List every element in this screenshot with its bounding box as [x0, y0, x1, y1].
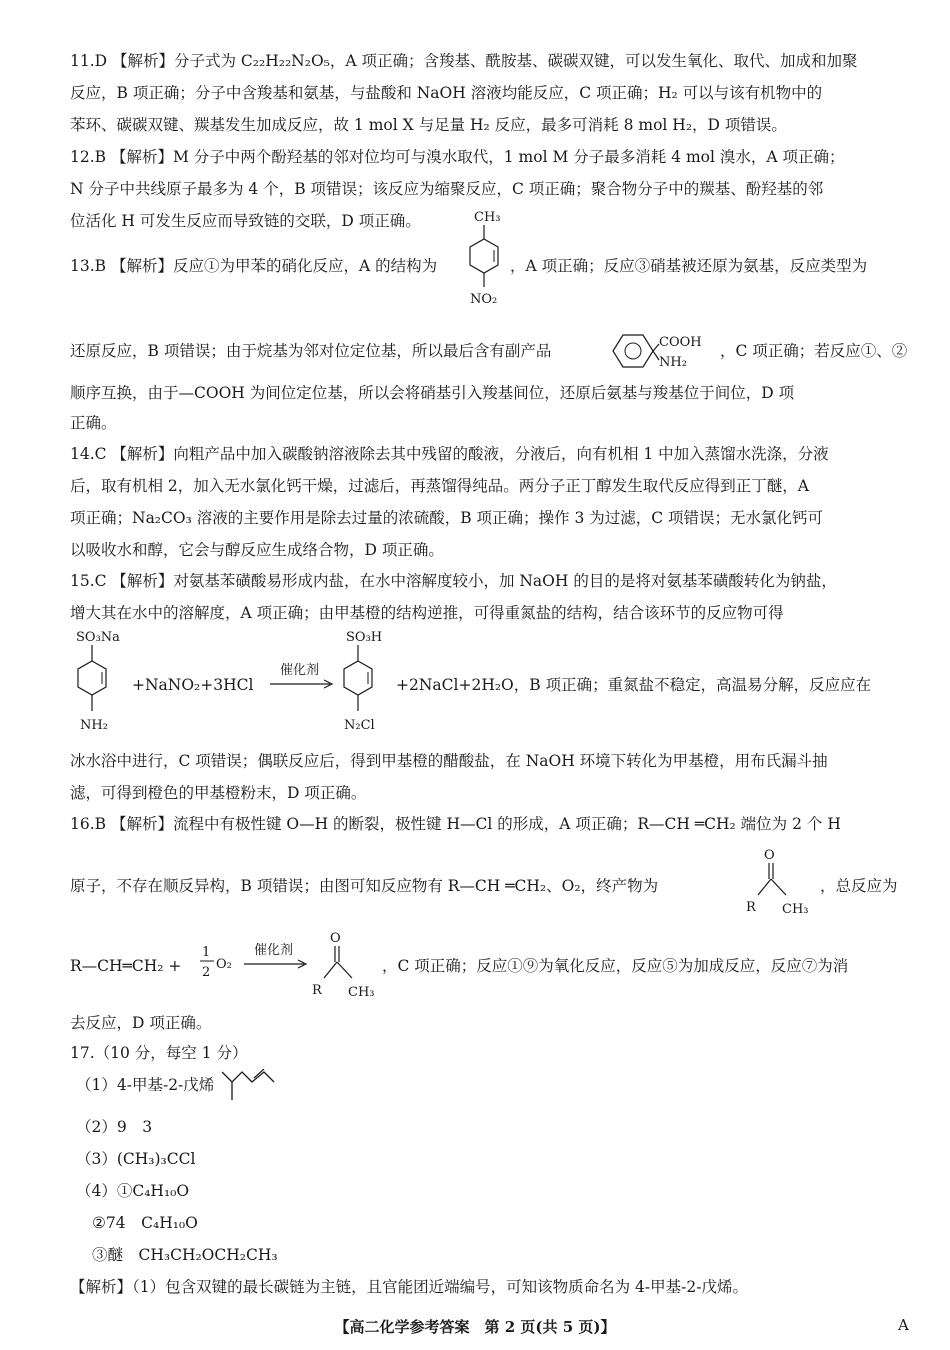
q17-answer-5: ②74 C₄H₁₀O — [92, 1214, 198, 1232]
no2-label: NO₂ — [470, 292, 498, 307]
product-r-label: R — [312, 983, 322, 998]
q13-line-1a: 13.B 【解析】反应①为甲苯的硝化反应，A 的结构为 — [70, 257, 438, 275]
q14-line-1: 14.C 【解析】向粗产品中加入碳酸钠溶液除去其中残留的酸液，分液后，向有机相 1 中加入蒸馏水洗涤，分液 — [70, 445, 829, 463]
skeletal-formula-4-methyl-2-pentene — [218, 1066, 280, 1106]
q17-header: 17.（10 分，每空 1 分） — [70, 1044, 248, 1062]
so3na-label: SO₃Na — [76, 630, 120, 645]
q13-line-2b: ，C 项正确；若反应①、② — [720, 342, 908, 360]
half-fraction — [196, 940, 246, 990]
nh2-label: NH₂ — [659, 355, 687, 370]
n2cl-label: N₂Cl — [344, 718, 375, 733]
fraction-denominator: 2 — [202, 965, 211, 980]
reaction-arrow-q16 — [242, 940, 312, 974]
methyl-ketone-structure — [742, 845, 822, 915]
methyl-ketone-product-structure — [308, 928, 388, 998]
q16-line-1: 16.B 【解析】流程中有极性键 O—H 的断裂，极性键 H—Cl 的形成，A 项正确；R—CH ═CH₂ 端位为 2 个 H — [70, 815, 841, 833]
q11-line-3: 苯环、碳碳双键、羰基发生加成反应，故 1 mol X 与足量 H₂ 反应，最多可消耗 8 mol H₂，D 项错误。 — [70, 116, 787, 134]
fraction-numerator: 1 — [202, 945, 211, 960]
q15-line-1: 15.C 【解析】对氨基苯磺酸易形成内盐，在水中溶解度较小，加 NaOH 的目的是将对氨基苯磺酸转化为钠盐， — [70, 572, 837, 590]
catalyst-label-q15: 催化剂 — [280, 663, 320, 678]
nitrotoluene-structure — [458, 205, 518, 323]
q16-line-2b: ，总反应为 — [820, 877, 898, 895]
q17-answer-2: （2）9 3 — [76, 1118, 153, 1136]
q15-line-4: 冰水浴中进行，C 项错误；偶联反应后，得到甲基橙的醋酸盐，在 NaOH 环境下转化为甲基橙，用布氏漏斗抽 — [70, 752, 828, 770]
q16-line-3b: ，C 项正确；反应①⑨为氧化反应，反应⑤为加成反应，反应⑦为消 — [382, 957, 849, 975]
q17-analysis: 【解析】（1）包含双键的最长碳链为主链，且官能团近端编号，可知该物质命名为 4-甲基-2-戊烯。 — [70, 1278, 748, 1296]
page-footer: 【高二化学参考答案 第 2 页(共 5 页)】 — [334, 1318, 616, 1336]
q13-line-1b: ，A 项正确；反应③硝基被还原为氨基，反应类型为 — [510, 257, 868, 275]
ketone-o-label: O — [764, 848, 775, 863]
q14-line-4: 以吸收水和醇，它会与醇反应生成络合物，D 项正确。 — [70, 541, 444, 559]
ch3-label: CH₃ — [474, 210, 501, 225]
ketone-ch3-label: CH₃ — [782, 902, 809, 915]
q15-line-5: 滤，可得到橙色的甲基橙粉末，D 项正确。 — [70, 784, 367, 802]
q17-answer-6: ③醚 CH₃CH₂OCH₂CH₃ — [92, 1246, 278, 1264]
q15-reagents: +NaNO₂+3HCl — [132, 676, 254, 694]
catalyst-label-q16: 催化剂 — [254, 943, 294, 958]
q13-line-4: 正确。 — [70, 414, 117, 432]
reaction-arrow-q15 — [268, 660, 338, 694]
q15-line-3b: +2NaCl+2H₂O，B 项正确；重氮盐不稳定，高温易分解，反应应在 — [396, 676, 872, 694]
q17-answer-4: （4）①C₄H₁₀O — [76, 1182, 190, 1200]
product-o-label: O — [330, 931, 341, 946]
so3h-label: SO₃H — [346, 630, 383, 645]
ketone-r-label: R — [746, 900, 756, 915]
aminobenzoic-acid-structure — [605, 330, 725, 372]
q14-line-3: 项正确；Na₂CO₃ 溶液的主要作用是除去过量的浓硫酸，B 项正确；操作 3 为过滤，C 项错误；无水氯化钙可 — [70, 509, 824, 527]
o2-label: O₂ — [216, 957, 232, 972]
q16-line-2a: 原子，不存在顺反异构，B 项错误；由图可知反应物有 R—CH ═CH₂、O₂，终产物为 — [70, 877, 659, 895]
q12-line-2: N 分子中共线原子最多为 4 个，B 项错误；该反应为缩聚反应，C 项正确；聚合物分子中的羰基、酚羟基的邻 — [70, 180, 824, 198]
q11-line-2: 反应，B 项正确；分子中含羧基和氨基，与盐酸和 NaOH 溶液均能反应，C 项正确；H₂ 可以与该有机物中的 — [70, 84, 823, 102]
q14-line-2: 后，取有机相 2，加入无水氯化钙干燥，过滤后，再蒸馏得纯品。两分子正丁醇发生取代反应得到正丁醚，A — [70, 477, 809, 495]
q15-line-2: 增大其在水中的溶解度，A 项正确；由甲基橙的结构逆推，可得重氮盐的结构，结合该环节的反应物可得 — [70, 604, 784, 622]
q13-line-3: 顺序互换，由于—COOH 为间位定位基，所以会将硝基引入羧基间位，还原后氨基与羧基位于间位，D 项 — [70, 384, 795, 402]
q16-line-4: 去反应，D 项正确。 — [70, 1014, 212, 1032]
product-ch3-label: CH₃ — [348, 985, 375, 998]
q16-line-3a: R—CH═CH₂ + — [70, 957, 182, 975]
q13-line-2a: 还原反应，B 项错误；由于烷基为邻对位定位基，所以最后含有副产品 — [70, 342, 552, 360]
q17-answer-3: （3）(CH₃)₃CCl — [76, 1150, 196, 1168]
cooh-label: COOH — [659, 335, 702, 350]
paper-version-letter: A — [898, 1316, 909, 1334]
q11-line-1: 11.D 【解析】分子式为 C₂₂H₂₂N₂O₅，A 项正确；含羧基、酰胺基、碳碳双键，可以发生氧化、取代、加成和加聚 — [70, 52, 858, 70]
q12-line-3: 位活化 H 可发生反应而导致链的交联，D 项正确。 — [70, 212, 421, 230]
q12-line-1: 12.B 【解析】M 分子中两个酚羟基的邻对位均可与溴水取代，1 mol M 分子最多消耗 4 mol 溴水，A 项正确； — [70, 148, 845, 166]
nh2-label-q15: NH₂ — [80, 718, 108, 733]
q17-answer-1: （1）4-甲基-2-戊烯 — [76, 1076, 215, 1094]
